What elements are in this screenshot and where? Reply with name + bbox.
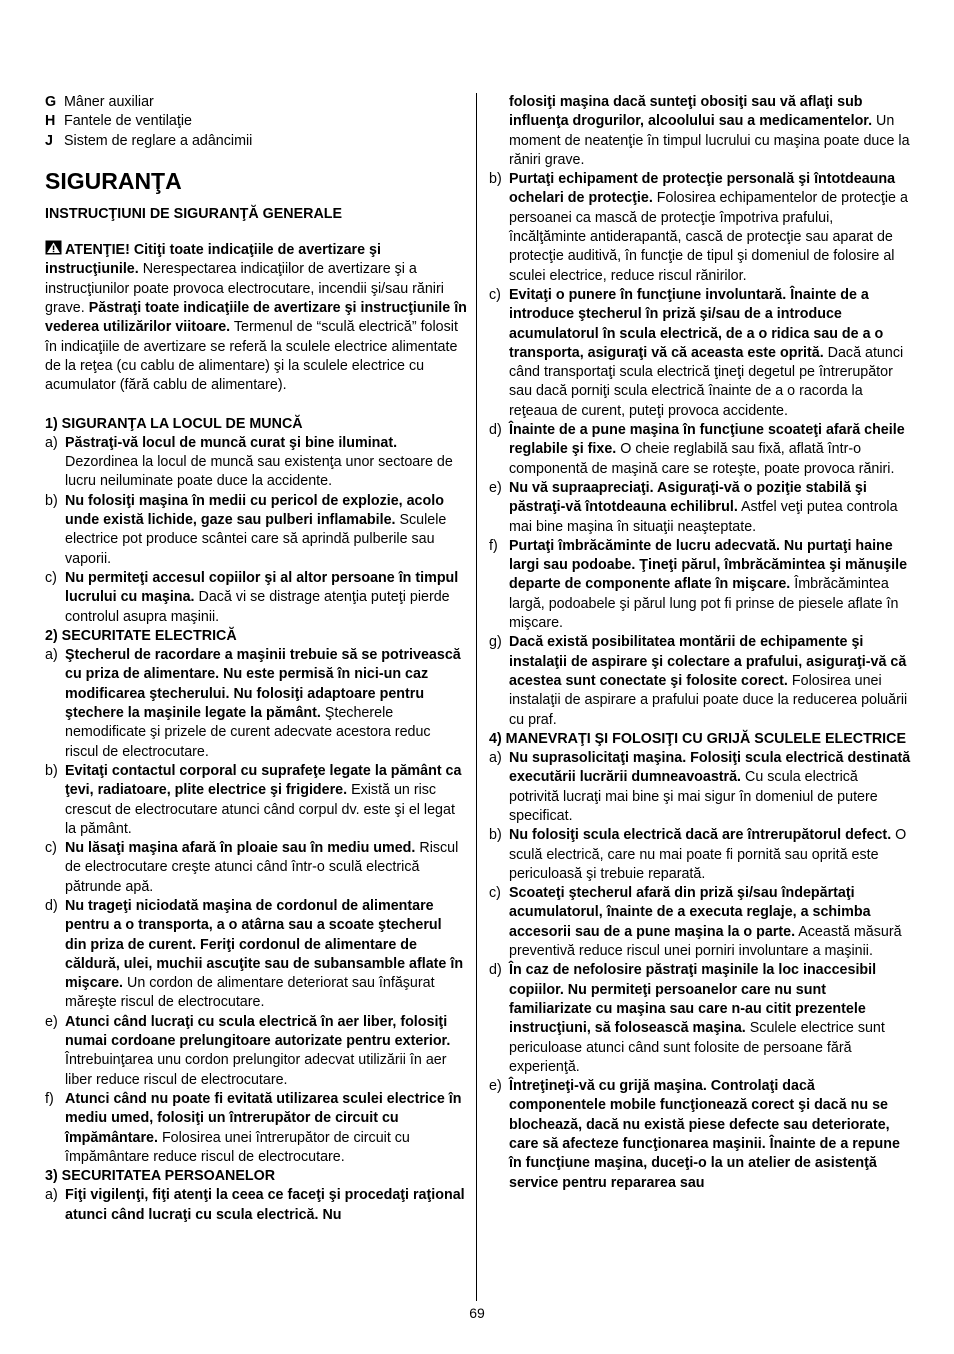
legend-item: H Fantele de ventilaţie	[45, 113, 192, 130]
list-item: b) Nu folosiţi maşina în medii cu pericol de explozie, acolo unde există lichide, gaze sau pulberi inflamabile. Sculele electrice pot produce scântei care să aprindă pulberile sau vaporii.	[45, 492, 447, 567]
section-heading: 1) SIGURANŢA LA LOCUL DE MUNCĂ	[45, 415, 303, 432]
list-item: f) Purtaţi îmbrăcăminte de lucru adecvată. Nu purtaţi haine largi sau podoabe. Ţineţi părul, îmbrăcămintea şi mănuşile departe de componente aflate în mişcare. Îmbrăcămintea largă, podoabele şi părul lung pot fi prinse de piesele aflate în mişcare.	[489, 537, 908, 632]
legend-item: J Sistem de reglare a adâncimii	[45, 132, 253, 149]
list-item: c) Scoateţi ştecherul afară din priză şi/sau îndepărtaţi acumulatorul, înainte de a executa reglaje, a schimba accesorii sau de a pune maşina la o parte. Această măsură preventivă reduce riscul unei porniri involuntare a maşinii.	[489, 885, 902, 960]
list-item: e) Întreţineţi-vă cu grijă maşina. Controlaţi dacă componentele mobile funcţionează corect şi dacă nu se blochează, dacă nu există piese defecte sau deteriorate, care să afecteze funcţionarea maşinii. Înainte de a repune în funcţiune maşina, duceţi-o la un atelier de asistenţă service pentru repararea sau	[489, 1078, 900, 1191]
right-column	[489, 93, 911, 1193]
legend-item: G Mâner auxiliar	[45, 94, 154, 110]
column-divider	[476, 93, 477, 1301]
list-item: c) Nu permiteţi accesul copiilor şi al altor persoane în timpul lucrului cu maşina. Dacă vi se distrage atenţia puteţi pierde controlul asupra maşinii.	[45, 569, 459, 625]
page-number: 69	[469, 1305, 485, 1321]
list-item: g) Dacă există posibilitatea montării de echipamente şi instalaţii de aspirare şi colectare a prafului, asiguraţi-vă că acestea sunt conectate şi folosite corect. Folosirea unei instalaţii de aspirare a prafului poate duce la reducerea poluării cu praf.	[489, 634, 908, 728]
list-item: e) Atunci când lucraţi cu scula electrică în aer liber, folosiţi numai cordoane prelungitoare autorizate pentru exterior. Întrebuinţarea unu cordon prelungitor adecvat utilizării în aer liber reduce riscul de electrocutare.	[45, 1013, 451, 1088]
list-item: c) Evitaţi o punere în funcţiune involuntară. Înainte de a introduce ştecherul în priză şi/sau de a introduce acumulatorul în scula electrică, de a o ridica sau de a o transporta, asiguraţi vă că aceasta este oprită. Dacă atunci când transportaţi scula electrică ţineţi degetul pe întrerupător sau dacă porniţi scula electrică înainte de a o racorda la reţeaua de curent, puteţi provoca accidente.	[489, 286, 904, 419]
list-item: f) Atunci când nu poate fi evitată utilizarea sculei electrice în mediu umed, folosiţi un întrerupător de circuit cu împământare. Folosirea unei întrerupător de circuit cu împământare reduce riscul de electrocutare.	[45, 1090, 462, 1165]
list-item: b) Evitaţi contactul corporal cu suprafeţe legate la pământ ca ţevi, radiatoare, plite electrice şi frigidere. Există un risc crescut de electrocutare atunci când corpul dv. este şi el legat la pământ.	[45, 762, 462, 837]
list-item: e) Nu vă supraapreciaţi. Asiguraţi-vă o poziţie stabilă şi păstraţi-vă întotdeauna echilibrul. Astfel veţi putea controla mai bine maşina în situaţii neaşteptate.	[489, 479, 898, 535]
left-column	[45, 93, 467, 1225]
warning-paragraph: ATENŢIE! Citiţi toate indicaţiile de avertizare şi instrucţiunile. Nerespectarea indicaţiilor de avertizare şi a instrucţiunilor poate provoca electrocutare, incendii şi/sau răniri grave. Păstraţi toate indicaţiile de avertizare şi instrucţiunile în vederea utilizărilor viitoare. Termenul de “sculă electrică” folosit în indicaţiile de avertizare se referă la sculele electrice alimentate de la reţea (cu cablu de alimentare) şi la sculele electrice cu acumulator (fără cablu de alimentare).	[45, 242, 467, 394]
legend-list	[45, 93, 467, 151]
list-item: c) Nu lăsaţi maşina afară în ploaie sau în mediu umed. Riscul de electrocutare creşte atunci când într-o sculă electrică pătrunde apă.	[45, 840, 459, 895]
list-item: d) Nu trageţi niciodată maşina de cordonul de alimentare pentru a o transporta, a o atârna sau a scoate ştecherul din priza de curent. Feriţi cordonul de alimentare de căldură, ulei, muchii ascuţite sau de subansamble aflate în mişcare. Un cordon de alimentare deteriorat sau înfăşurat măreşte riscul de electrocutare.	[45, 897, 464, 1011]
list-item: d) Înainte de a pune maşina în funcţiune scoateţi afară cheile reglabile şi fixe. O cheie reglabilă sau fixă, aflată într-o componentă de maşină care se roteşte, poate provoca răniri.	[489, 422, 905, 477]
section-heading: 3) SECURITATEA PERSOANELOR	[45, 1168, 276, 1185]
list-item: a) Fiţi vigilenţi, fiţi atenţi la ceea ce faceţi şi procedaţi raţional atunci când lucraţi cu scula electrică. Nu	[45, 1187, 465, 1223]
list-item: d) În caz de nefolosire păstraţi maşinile la loc inaccesibil copiilor. Nu permiteţi persoanelor care nu sunt familiarizate cu maşina sau care n-au citit prezentele instrucţiuni, să folosească maşina. Sculele electrice sunt periculoase atunci când sunt folosite de persoane fără experienţă.	[489, 962, 885, 1075]
section-subtitle: INSTRUCŢIUNI DE SIGURANŢĂ GENERALE	[45, 205, 343, 222]
section-heading: 4) MANEVRAŢI ŞI FOLOSIŢI CU GRIJĂ SCULELE ELECTRICE	[489, 730, 907, 747]
list-item: a) Nu suprasolicitaţi maşina. Folosiţi scula electrică destinată executării lucrării dumneavoastră. Cu scula electrică potrivită lucraţi mai bine şi mai sigur în domeniul de putere specificat.	[489, 750, 911, 824]
section-heading: 2) SECURITATE ELECTRICĂ	[45, 627, 237, 644]
list-item: b) Nu folosiţi scula electrică dacă are întrerupătorul defect. O sculă electrică, care nu mai poate fi pornită sau oprită este periculoasă şi trebuie reparată.	[489, 827, 907, 882]
list-item: b) Purtaţi echipament de protecţie personală şi întotdeauna ochelari de protecţie. Folosirea echipamentelor de protecţie a persoanei ca mască de protecţie împotriva prafului, încălţăminte antiderapantă, cască de protecţie sau aparat de protecţie auditivă, în funcţie de tipul şi domeniul de folosire al sculei electrice, reduce riscul rănirilor.	[489, 171, 908, 284]
list-item: a) Ştecherul de racordare a maşinii trebuie să se potrivească cu priza de alimentare. Nu este permisă în nici-un caz modificarea ştecherului. Nu folosiţi adaptoare pentru ştechere la maşinile legate la pământ. Ştecherele nemodificate şi prizele de curent adecvate acestora reduc riscul de electrocutare.	[45, 647, 461, 760]
list-item-continuation: folosiţi maşina dacă sunteţi obosiţi sau vă aflaţi sub influenţa drogurilor, alcoolului sau a medicamentelor. Un moment de neatenţie în timpul lucrului cu maşina poate duce la răniri grave.	[509, 94, 910, 168]
page-title: SIGURANŢA	[45, 167, 182, 194]
list-item: a) Păstraţi-vă locul de muncă curat şi bine iluminat. Dezordinea la locul de muncă sau existenţa unor sectoare de lucru neiluminate poate duce la accidente.	[45, 434, 453, 490]
warning-icon	[45, 240, 62, 255]
